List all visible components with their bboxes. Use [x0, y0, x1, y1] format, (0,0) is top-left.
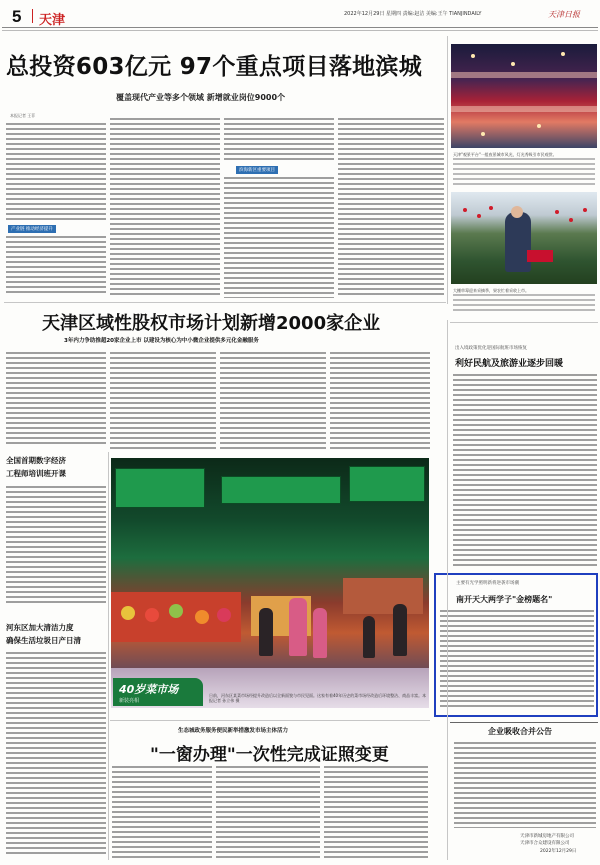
story1-byline: 本报记者 王菲: [10, 113, 36, 118]
right-column-rule: [447, 320, 448, 860]
notice-body: [454, 742, 596, 828]
highlight-kicker: 主要有光学照明新将逆袭市场潮: [456, 581, 519, 586]
masthead-rule: [2, 30, 598, 31]
photo2-caption-lines: [453, 294, 595, 314]
market-badge-sub: 新装亮相: [119, 698, 140, 704]
side-rule: [450, 322, 598, 323]
story2-headline[interactable]: 天津区域性股权市场计划新增2000家企业: [42, 313, 381, 334]
story1-subhead-tag1: 产业链 推动经济提升: [8, 225, 56, 233]
side-story-kicker: 出入境政策优化迎国际航班市场恢复: [455, 346, 527, 351]
story1-subhead-tag2: 滨海新区重要项目: [236, 166, 278, 174]
section-rule: [4, 302, 446, 303]
market-badge: [113, 678, 203, 706]
story3-subheadline: 生态城政务服务便民新举措激发市场主体活力: [178, 728, 289, 734]
story1-body-col3a: [224, 118, 334, 163]
notice-signer1: 天津市新城房地产有限公司: [520, 834, 574, 839]
story3-body-col2: [216, 766, 320, 858]
issue-meta: 2022年12月29日 星期四 责编:赵洁 美编:王午 TIANJINDAILY: [344, 11, 482, 17]
vegetable-market-photo: [111, 458, 429, 708]
strawberry-farm-photo: [451, 192, 597, 284]
story1-body-col4: [338, 118, 444, 298]
story1-body-col3b: [224, 177, 334, 298]
notice-title[interactable]: 企业吸收合并公告: [488, 727, 552, 736]
left-brief1-line1[interactable]: 全国首期数字经济: [6, 456, 66, 465]
left-column-rule: [108, 452, 109, 860]
story1-headline[interactable]: 总投资603亿元 97个重点项目落地滨城: [6, 54, 423, 80]
market-photo-caption: 日前，河东区某菜市场经提升改造后以全新面貌与市民见面。这家有着40年历史的菜市场经改造后环境整洁、商品丰富。本报记者 孙立伟 摄: [209, 693, 427, 703]
story1-body-col1: [6, 123, 106, 223]
story3-headline[interactable]: "一窗办理"一次性完成证照变更: [150, 745, 389, 765]
notice-date: 2022年12月29日: [540, 849, 577, 854]
side-story-headline[interactable]: 利好民航及旅游业逐步回暖: [455, 359, 564, 369]
market-badge-main: 40岁菜市场: [119, 683, 179, 696]
page-number: 5: [12, 7, 22, 26]
story2-body-col3: [220, 352, 326, 450]
story2-body-col1: [6, 352, 106, 446]
story3-body-col1: [112, 766, 212, 858]
side-story-body: [453, 374, 597, 566]
story3-body-col3: [324, 766, 428, 858]
story2-body-col2: [110, 352, 216, 450]
story2-body-col4: [330, 352, 430, 450]
story1-subheadline: 覆盖现代产业等多个领域 新增就业岗位9000个: [116, 93, 286, 102]
photo2-caption: 大棚草莓迎来采摘季，果农忙着采收上市。: [453, 288, 529, 293]
highlight-body: [440, 610, 594, 710]
left-brief2-body: [6, 652, 106, 857]
story2-subheadline: 3年内力争助推超20家企业上市 以建设为核心为中小微企业提供多元化金融服务: [64, 338, 259, 344]
notice-rule: [450, 722, 598, 723]
photo1-caption: 天津"观景平台"一组夜景城市风光，灯光秀吸引市民观赏。: [453, 152, 557, 157]
highlight-headline[interactable]: 南开天大两学子"金榜题名": [456, 595, 553, 604]
masthead: [2, 4, 598, 28]
left-brief1-line2[interactable]: 工程师培训班开课: [6, 469, 66, 478]
story1-body-col2: [110, 118, 220, 298]
photo1-caption-lines: [453, 158, 595, 186]
left-brief2-line1[interactable]: 河东区加大清洁力度: [6, 623, 74, 632]
newspaper-logo: 天津日报: [548, 10, 580, 19]
left-brief2-line2[interactable]: 确保生活垃圾日产日清: [6, 636, 81, 645]
story1-body-col1b: [6, 236, 106, 296]
night-city-photo: [451, 44, 597, 148]
story3-rule: [110, 720, 430, 721]
masthead-divider: [32, 9, 33, 23]
notice-signer2: 天津市合众建设有限公司: [520, 841, 570, 846]
left-brief1-body: [6, 486, 106, 604]
section-name: 天津: [39, 13, 66, 28]
column-rule: [447, 36, 448, 304]
